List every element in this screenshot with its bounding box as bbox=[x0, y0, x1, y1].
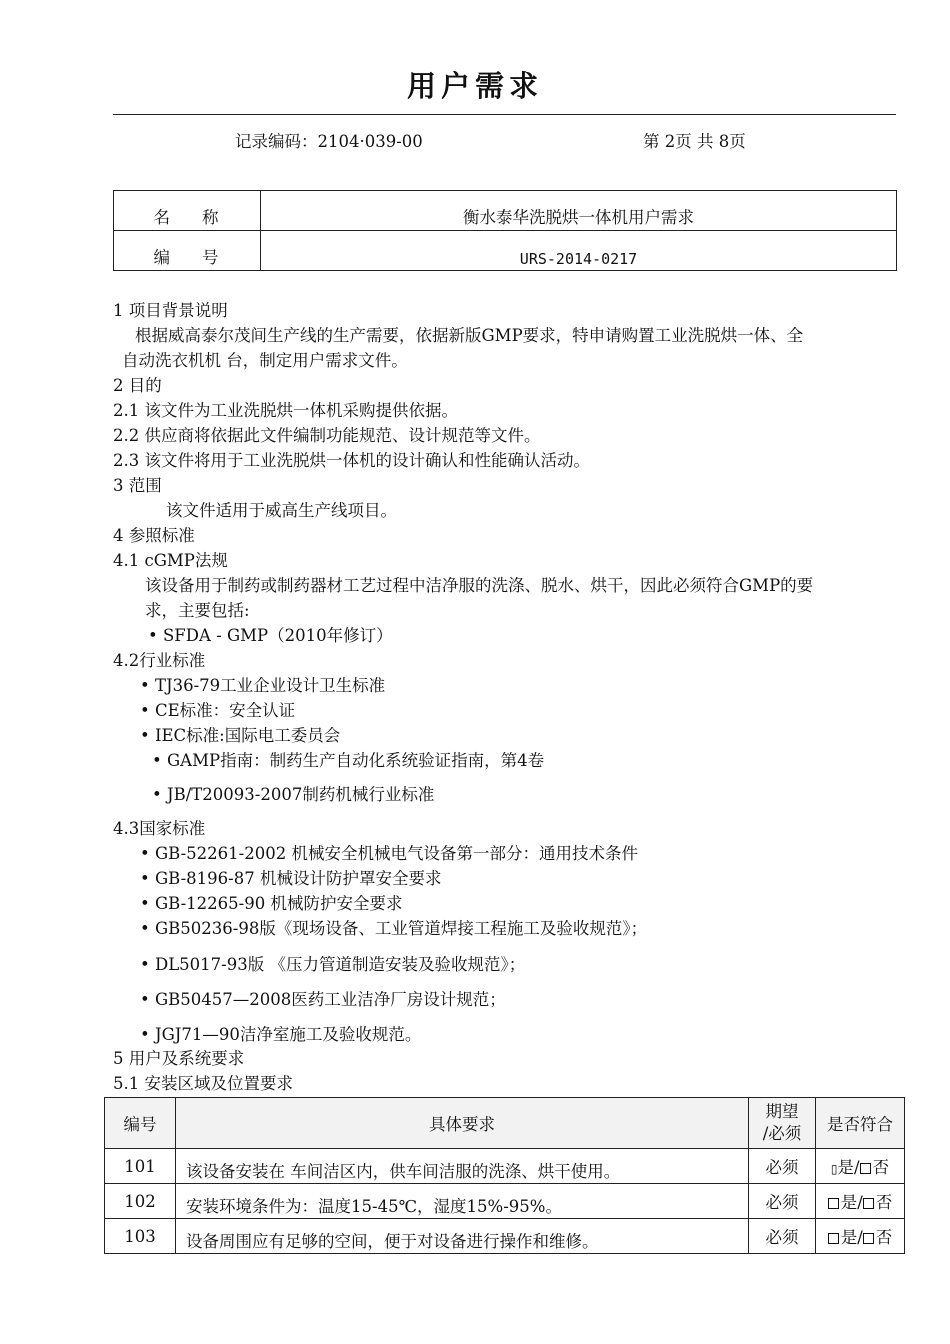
bullet-dl5017: • DL5017-93版 《压力管道制造安装及验收规范》； bbox=[140, 955, 526, 974]
table-row bbox=[105, 1149, 905, 1184]
bullet-gamp: • GAMP指南：制药生产自动化系统验证指南，第4卷 bbox=[152, 751, 545, 770]
bullet-gb8196: • GB-8196-87 机械设计防护罩安全要求 bbox=[140, 869, 442, 888]
row-no: 103 bbox=[105, 1219, 176, 1254]
bullet-gb52261: • GB-52261-2002 机械安全机械电气设备第一部分：通用技术条件 bbox=[140, 844, 638, 863]
info-row-code bbox=[114, 231, 897, 271]
bullet-gb12265: • GB-12265-90 机械防护安全要求 bbox=[140, 894, 403, 913]
page-info: 第 2页 共 8页 bbox=[643, 132, 746, 151]
section-4-3-heading: 4.3国家标准 bbox=[113, 819, 206, 838]
row-exp: 必须 bbox=[749, 1149, 816, 1184]
page-title: 用户需求 bbox=[406, 69, 543, 103]
checkbox-icon[interactable] bbox=[828, 1233, 839, 1244]
title-divider bbox=[113, 114, 896, 115]
requirements-header-row bbox=[105, 1098, 905, 1149]
row-req: 安装环境条件为：温度15-45℃，湿度15%-95%。 bbox=[176, 1184, 749, 1219]
row-req: 该设备安装在 车间洁区内，供车间洁服的洗涤、烘干使用。 bbox=[176, 1149, 749, 1184]
section-4-1-heading: 4.1 cGMP法规 bbox=[113, 551, 228, 570]
row-conformity bbox=[816, 1184, 905, 1219]
name-label: 名 称 bbox=[114, 191, 261, 231]
requirements-table bbox=[104, 1097, 905, 1254]
row-conformity: ▯是/ 否 bbox=[816, 1149, 905, 1184]
section-5-1-heading: 5.1 安装区域及位置要求 bbox=[113, 1074, 293, 1093]
header-conformity: 是否符合 bbox=[816, 1098, 905, 1149]
section-1-heading: 1 项目背景说明 bbox=[113, 301, 228, 320]
section-4-2-heading: 4.2行业标准 bbox=[113, 651, 206, 670]
section-2-1: 2.1 该文件为工业洗脱烘一体机采购提供依据。 bbox=[113, 401, 458, 420]
section-1-para-line-1: 根据威高泰尔茂间生产线的生产需要，依据新版GMP要求，特申请购置工业洗脱烘一体、全 bbox=[135, 326, 804, 345]
bullet-tj36: • TJ36-79工业企业设计卫生标准 bbox=[140, 676, 386, 695]
section-2-heading: 2 目的 bbox=[113, 376, 162, 395]
row-no: 102 bbox=[105, 1184, 176, 1219]
no-option: 否 bbox=[875, 1193, 893, 1212]
section-3-para: 该文件适用于威高生产线项目。 bbox=[166, 501, 397, 520]
row-req: 设备周围应有足够的空间，便于对设备进行操作和维修。 bbox=[176, 1219, 749, 1254]
yes-option: 是/ bbox=[840, 1193, 863, 1212]
section-4-1-para-line-2: 求，主要包括: bbox=[145, 601, 250, 620]
no-option: 否 bbox=[875, 1228, 893, 1247]
code-value: URS-2014-0217 bbox=[261, 231, 897, 271]
section-4-heading: 4 参照标准 bbox=[113, 526, 195, 545]
info-row-name bbox=[114, 191, 897, 231]
row-exp: 必须 bbox=[749, 1184, 816, 1219]
name-value: 衡水泰华洗脱烘一体机用户需求 bbox=[261, 191, 897, 231]
bullet-ce: • CE标准：安全认证 bbox=[140, 701, 296, 720]
checkbox-icon[interactable] bbox=[828, 1198, 839, 1209]
header-req: 具体要求 bbox=[176, 1098, 749, 1149]
checkbox-icon[interactable] bbox=[860, 1163, 871, 1174]
section-2-2: 2.2 供应商将依据此文件编制功能规范、设计规范等文件。 bbox=[113, 426, 541, 445]
yes-option[interactable]: 是/ bbox=[837, 1158, 860, 1177]
header-no: 编号 bbox=[105, 1098, 176, 1149]
bullet-gb50236: • GB50236-98版《现场设备、工业管道焊接工程施工及验收规范》； bbox=[140, 919, 648, 938]
row-no: 101 bbox=[105, 1149, 176, 1184]
bullet-gb50457: • GB50457—2008医药工业洁净厂房设计规范； bbox=[140, 990, 506, 1009]
section-1-para-line-2: 自动洗衣机机 台，制定用户需求文件。 bbox=[122, 351, 408, 370]
checkbox-icon[interactable] bbox=[863, 1198, 874, 1209]
section-4-1-para-line-1: 该设备用于制药或制药器材工艺过程中洁净服的洗涤、脱水、烘干，因此必须符合GMP的要 bbox=[145, 576, 814, 595]
bullet-jgj71: • JGJ71—90洁净室施工及验收规范。 bbox=[140, 1025, 422, 1044]
bullet-sfda-gmp: • SFDA - GMP（2010年修订） bbox=[148, 626, 393, 645]
section-2-3: 2.3 该文件将用于工业洗脱烘一体机的设计确认和性能确认活动。 bbox=[113, 451, 590, 470]
checkbox-icon[interactable] bbox=[863, 1233, 874, 1244]
bullet-jbt: • JB/T20093-2007制药机械行业标准 bbox=[152, 785, 435, 804]
code-label: 编 号 bbox=[114, 231, 261, 271]
table-row bbox=[105, 1219, 905, 1254]
info-table bbox=[113, 190, 897, 271]
record-code: 记录编码：2104·039-00 bbox=[235, 132, 423, 151]
bullet-iec: • IEC标准:国际电工委员会 bbox=[140, 726, 341, 745]
no-option: 否 bbox=[872, 1158, 890, 1177]
row-exp: 必须 bbox=[749, 1219, 816, 1254]
header-exp: 期望 /必须 bbox=[749, 1098, 816, 1149]
yes-option: 是/ bbox=[840, 1228, 863, 1247]
row-conformity bbox=[816, 1219, 905, 1254]
section-3-heading: 3 范围 bbox=[113, 476, 162, 495]
section-5-heading: 5 用户及系统要求 bbox=[113, 1049, 245, 1068]
table-row bbox=[105, 1184, 905, 1219]
